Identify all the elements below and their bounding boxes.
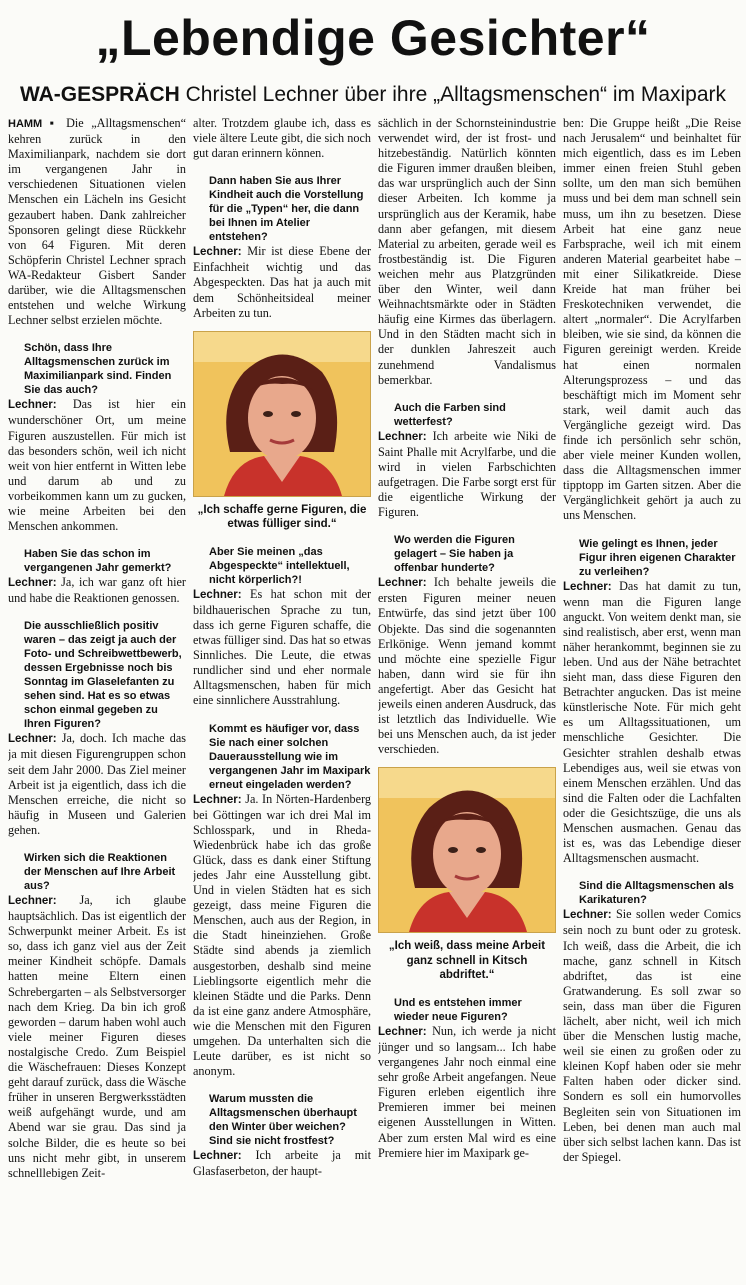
answer-text: Ich behalte jeweils die ersten Figuren meiner neuen Entwürfe, das sind jetzt über 100 Objekte. Das sind die sogenannten Erlkönige. Wenn jemand kommt und möchte eine spezielle Figur haben, dann wird sie für ihn angefertigt. Aber das Gesicht hat jeweils einen anderen Ausdruck, das ist letztlich das Individuelle. Wie bei uns Menschen auch, da ist jeder verschieden.: [378, 575, 556, 757]
portrait-photo: [193, 331, 371, 497]
interview-answer: [8, 893, 186, 1181]
body-text: sächlich in der Schornsteinindustrie verwendet wird, der ist frost- und hitzebeständig. Natürlich könnten die Figuren immer draußen bleiben, das war ursprünglich auch der Sinn dieser Arbeiten. Ich komme ja ursprünglich aus der Keramik, habe dann aber gefangen, mit diesem Material zu arbeiten, gerade weil es frostbeständig ist. Die Figuren weichen mehr aus Platzgründen über den Winter, weil dann Weihnachtsmärkte oder in Städten häufig eine Kirmes das überlagern. Und in den Städten macht sich in der dunklen Jahreszeit auch zunehmend Vandalismus bemerkbar.: [378, 116, 556, 387]
interview-question: Sind die Alltagsmenschen als Karikaturen?: [579, 880, 734, 907]
speaker-label: Lechner:: [193, 246, 242, 259]
speaker-label: Lechner:: [563, 580, 612, 593]
interview-question: Dann haben Sie aus Ihrer Kindheit auch die Vorstellung für die „Typen“ her, die dann bei Ihnen im Atelier entstehen?: [209, 175, 364, 244]
interview-question: Warum mussten die Alltagsmenschen überhaupt den Winter über weichen? Sind sie nicht frostfest?: [209, 1093, 357, 1148]
interview-answer: [378, 1024, 556, 1161]
interview-question: Aber Sie meinen „das Abgespeckte“ intellektuell, nicht körperlich?!: [209, 545, 350, 586]
interview-answer: [8, 731, 186, 838]
subline-text: Christel Lechner über ihre „Alltagsmenschen“ im Maxipark: [185, 83, 727, 106]
interview-question: Haben Sie das schon im vergangenen Jahr gemerkt?: [24, 548, 172, 575]
interview-answer: [193, 1148, 371, 1179]
speaker-label: Lechner:: [8, 733, 57, 746]
interview-question: Auch die Farben sind wetterfest?: [394, 401, 506, 428]
answer-text: Ich arbeite ja mit Glasfaserbeton, der haupt-: [193, 1148, 371, 1179]
interview-answer: [8, 397, 186, 534]
answer-text: Ja, ich glaube hauptsächlich. Das ist eigentlich der Schwerpunkt meiner Arbeit. Es ist so, dass ich ganz viel aus der Zeit meiner Kindheit schöpfe. Damals hatten meine Eltern einen Schrebergarten – als Selbstversorger nach dem Krieg. Da bin ich groß geworden – darum haben wohl auch viele meiner Figuren dieses nostalgische Credo. Zum Beispiel die Wäschefrauen: Dieses Konzept geht darauf zurück, dass die Wäsche früher in unseren Bergwerksstädten weiß aufgehängt wurde, und am Abend war sie grau. Das sind ja solche Bilder, die es heute so bei uns nicht mehr gibt, in unserem schnelllebigen Zeit-: [8, 893, 186, 1180]
photo-caption: „Ich weiß, dass meine Arbeit ganz schnell in Kitsch abdriftet.“: [388, 940, 546, 982]
speaker-label: Lechner:: [563, 909, 612, 922]
portrait-photo: [378, 767, 556, 933]
interview-answer: [563, 579, 741, 867]
interview-answer: [8, 575, 186, 606]
speaker-label: Lechner:: [8, 577, 57, 590]
answer-text: Ja, ich war ganz oft hier und habe die Reaktionen genossen.: [8, 575, 186, 606]
interview-question: Die ausschließlich positiv waren – das zeigt ja auch der Foto- und Schreibwettbewerb, dessen Ergebnisse noch bis Sonntag im Glaselefanten zu sehen sind. Hat es so etwas schon einmal gegeben zu Ihren Figuren?: [24, 620, 182, 731]
dateline: HAMM: [8, 118, 43, 130]
speaker-label: Lechner:: [8, 399, 57, 412]
interview-answer: [193, 244, 371, 320]
article-column-3: [378, 116, 556, 1280]
subline-kicker: WA-GESPRÄCH: [19, 83, 180, 106]
interview-answer: [378, 429, 556, 521]
interview-question: Wo werden die Figuren gelagert – Sie haben ja offenbar hunderte?: [394, 534, 515, 575]
interview-answer: [563, 907, 741, 1165]
speaker-label: Lechner:: [193, 1150, 242, 1163]
speaker-label: Lechner:: [193, 588, 242, 601]
article-column-1: [8, 116, 186, 1280]
speaker-label: Lechner:: [8, 895, 57, 907]
subline: [0, 80, 746, 110]
interview-question: Schön, dass Ihre Alltagsmenschen zurück im Maximilianpark sind. Finden Sie das auch?: [24, 342, 172, 397]
article-column-2: [193, 116, 371, 1280]
answer-text: Das hat damit zu tun, wenn man die Figuren lange anguckt. Von weitem denkt man, sie sind realistisch, aber erst, wenn man näher herankommt, beginnen sie zu leben. Und aus der Nähe betrachtet sieht man, dass diese Figuren den Betrachter angucken. Das ist meine künstlerische Note. Für mich geht es um Alltagssituationen, um menschliche Gesichter. Die Gesichter strahlen deshalb etwas Lebendiges aus, weil sie etwas von einem Menschen erzählen. Und das sind die Falten oder die Lachfalten oder die Gesichtszüge, die uns als Menschen ausmachen. Genau das ist es, was das Lebendige dieser Alltagsmenschen ausmacht.: [563, 578, 741, 866]
speaker-label: Lechner:: [378, 430, 427, 443]
answer-text: Nun, ich werde ja nicht jünger und so langsam... Ich habe vergangenes Jahr noch einmal eine sehr große Arbeit angefangen. Neue Figuren erleben eigentlich ihre Premieren immer bei meinen eigenen Ausstellungen in Witten. Aber zum ersten Mal wird es eine Premiere hier im Maxipark ge-: [378, 1023, 556, 1160]
body-text: alter. Trotzdem glaube ich, dass es viele ältere Leute gibt, die sich noch gut daran erinnern können.: [193, 116, 371, 161]
speaker-label: Lechner:: [193, 793, 242, 806]
interview-question: Wie gelingt es Ihnen, jeder Figur ihren eigenen Charakter zu verleihen?: [579, 537, 736, 578]
answer-text: Sie sollen weder Comics sein noch zu bunt oder zu grotesk. Ich weiß, dass die Arbeit, die ich mache, ganz schnell in Kitsch abdriftet, das ist eine Gratwanderung. Es soll zwar so sein, dass man über die Figuren lächelt, aber nicht, weil ich mich über die Menschen lustig mache, weil sie einen zu großen oder zu kleinen Kopf haben oder sie mehr Falten haben oder dicker sind. Sondern es soll ein humorvolles Begleiten sein von Situationen im Leben, bei denen man auch mal über sich selbst lachen kann. Das ist der Spiegel.: [563, 907, 741, 1164]
interview-question: Und es entstehen immer wieder neue Figuren?: [394, 996, 522, 1023]
interview-question: Kommt es häufiger vor, dass Sie nach einer solchen Dauerausstellung wie im vergangenen Jahr im Maxipark erneut eingeladen werden?: [209, 722, 371, 791]
headline: „Lebendige Gesichter“: [95, 10, 651, 66]
interview-answer: [193, 792, 371, 1080]
answer-text: Ja. In Nörten-Hardenberg bei Göttingen war ich drei Mal im Schlosspark, und in Rheda-Wiedenbrück habe ich das große Glück, dass es dank einer Stiftung jedes Jahr eine Ausstellung gibt. Und in vielen Städten hat es sich gezeigt, dass meine Figuren die Menschen, auch aus der Region, in die Stadt hineinziehen. Große Städte sind abends ja ziemlich ausgestorben, deshalb sind meine Lieblingsorte eigentlich mehr die kleinen Städte und die Parks. Denn da ist eine ganz andere Atmosphäre, wie die Menschen mit den Figuren umgehen. Da unterhalten sich die Leute darüber, es ist nicht so anonym.: [193, 791, 371, 1079]
interview-answer: [378, 575, 556, 757]
speaker-label: Lechner:: [378, 577, 427, 590]
lead-paragraph: [8, 116, 186, 328]
interview-question: Wirken sich die Reaktionen der Menschen auf Ihre Arbeit aus?: [24, 852, 176, 892]
interview-answer: [193, 587, 371, 709]
answer-text: Das ist hier ein wunderschöner Ort, um meine Figuren auszustellen. Für mich ist das besonders schön, weil ich nicht weit von hier entfernt in Witten lebe und darum ab und zu vorbeikommen kann um zu gucken, wie meine Arbeiten bei den Menschen ankommen.: [8, 397, 186, 534]
answer-text: Ja, doch. Ich mache das ja mit diesen Figurengruppen schon seit dem Jahr 2000. Das Ziel meiner Arbeit ist ja eigentlich, dass ich die Menschen erreiche, die nicht so häufig in Museen und Galerien gehen.: [8, 731, 186, 837]
article-column-4: [563, 116, 741, 1280]
answer-text: Es hat schon mit der bildhauerischen Sprache zu tun, dass ich gerne Figuren schaffe, die etwas fülliger sind. Das hat so etwas Sinnliches. Die Leute, die etwas rundlicher sind und eher normale Alltagsmenschen, haben für mich eine sinnlichere Ausstrahlung.: [193, 586, 371, 708]
answer-text: Ich arbeite wie Niki de Saint Phalle mit Acrylfarbe, und die wird in vielen Farbschichten aufgetragen. Die Farbe sorgt erst für die eigentliche Wirkung der Figuren.: [378, 428, 556, 520]
lead-text: ▪ Die „Alltagsmenschen“ kehren zurück in den Maximilianpark, nachdem sie dort im vergangenen Jahr in verschiedenen Situationen vielen Menschen ein Lächeln ins Gesicht gezaubert haben. Dank zahlreicher Sponsoren gelingt diese Rückkehr von 64 Figuren. Mit deren Schöpferin Christel Lechner sprach WA-Redakteur Gisbert Sander darüber, wie die Alltagsmenschen entstehen und welche Wirkung Lechner selbst erzielen möchte.: [8, 116, 186, 328]
body-text: ben: Die Gruppe heißt „Die Reise nach Jerusalem“ und beinhaltet für mich eigentlich, dass es im Leben immer einen freien Stuhl geben sollte, um den man sich bemühen muss und bei dem man schnell sein muss, um ihn zu besetzen. Diese Arbeit hat eine ganz neue Farbsprache, weil ich mit einem anderen Material gearbeitet habe – mit einer Silikatkreide. Diese Kreide hat man früher bei Freskotechniken verwendet, die altert „normaler“. Die Acrylfarben bleiben, wie sie sind, da können die Figuren gereinigt werden. Kreide hat einen normalen Alterungsprozess – und das beschäftigt mich im Moment sehr stark, weil damit auch das Vergängliche gezeigt wird. Das finde ich persönlich sehr schön, aber viele meiner Kunden wollen, dass die Alltagsmenschen immer tipptopp im Garten sitzen. Aber die Vergänglichkeit gehört ja auch zu uns Menschen.: [563, 116, 741, 523]
answer-text: Mir ist diese Ebene der Einfachheit wichtig und das Abgespeckten. Das hat ja auch mit dem Schönheitsideal meiner Arbeiten zu tun.: [193, 244, 371, 320]
speaker-label: Lechner:: [378, 1025, 427, 1038]
photo-caption: „Ich schaffe gerne Figuren, die etwas fülliger sind.“: [197, 503, 367, 531]
